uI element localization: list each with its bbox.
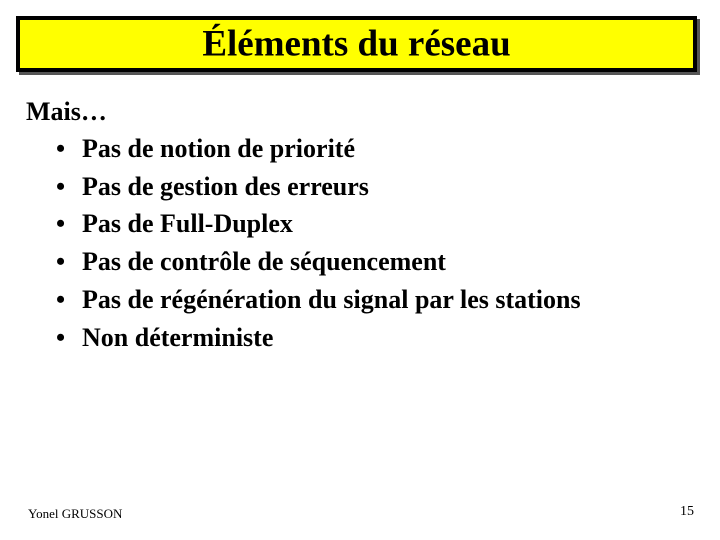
list-item bbox=[26, 321, 602, 355]
slide-body bbox=[26, 95, 666, 359]
bullet-list bbox=[26, 132, 666, 355]
list-item-text: Pas de notion de priorité bbox=[82, 133, 355, 163]
intro-text: Mais… bbox=[26, 97, 107, 126]
footer-author: Yonel GRUSSON bbox=[28, 506, 123, 521]
list-item bbox=[26, 207, 602, 241]
list-item-text: Pas de gestion des erreurs bbox=[82, 171, 369, 201]
page-number: 15 bbox=[680, 504, 694, 519]
list-item bbox=[26, 170, 602, 204]
list-item bbox=[26, 245, 602, 279]
slide-title: Éléments du réseau bbox=[202, 23, 511, 65]
bullet-icon: • bbox=[56, 322, 66, 352]
bullet-icon: • bbox=[56, 171, 66, 201]
slide-title-banner bbox=[16, 16, 697, 72]
list-item-text: Pas de Full-Duplex bbox=[82, 209, 293, 239]
list-item bbox=[26, 132, 602, 166]
list-item-text: Non déterministe bbox=[82, 322, 274, 352]
bullet-icon: • bbox=[56, 133, 66, 163]
list-item-text: Pas de régénération du signal par les stations bbox=[82, 284, 581, 314]
bullet-icon: • bbox=[56, 209, 66, 239]
list-item-text: Pas de contrôle de séquencement bbox=[82, 247, 446, 277]
bullet-icon: • bbox=[56, 247, 66, 277]
bullet-icon: • bbox=[56, 284, 66, 314]
list-item bbox=[26, 283, 602, 317]
